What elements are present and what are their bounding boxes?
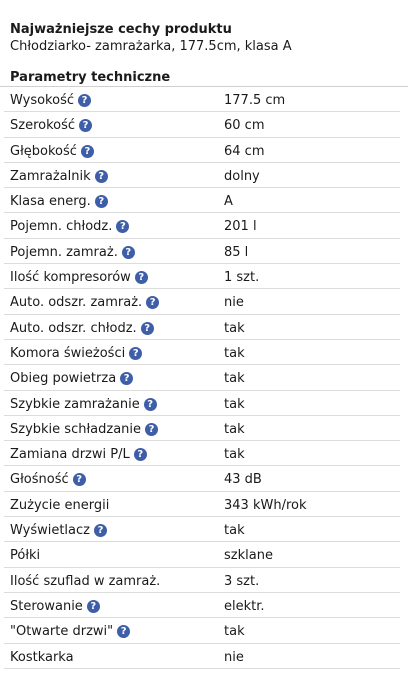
spec-value: 85 l — [224, 244, 249, 260]
spec-label-text: Klasa energ. — [10, 194, 91, 210]
spec-label-text: "Otwarte drzwi" — [10, 624, 114, 640]
spec-label — [10, 650, 74, 666]
spec-label — [10, 624, 130, 640]
spec-label-text: Pojemn. zamraż. — [10, 244, 118, 260]
spec-label — [10, 321, 154, 337]
spec-label-text: Wysokość — [10, 93, 74, 108]
spec-label — [10, 219, 129, 235]
help-icon[interactable]: ? — [134, 448, 147, 461]
spec-value: dolny — [224, 168, 260, 184]
spec-label-text: Szybkie zamrażanie — [10, 396, 140, 412]
spec-label — [10, 472, 86, 488]
spec-row — [4, 441, 400, 466]
help-icon[interactable]: ? — [94, 524, 107, 537]
help-icon[interactable]: ? — [146, 296, 159, 309]
spec-row — [4, 416, 400, 441]
spec-value: tak — [224, 421, 245, 437]
spec-row — [4, 618, 400, 643]
spec-value: tak — [224, 624, 245, 640]
spec-row — [4, 644, 400, 669]
spec-label-text: Sterowanie — [10, 598, 83, 614]
spec-label — [10, 194, 108, 210]
spec-label — [10, 422, 158, 438]
spec-row — [4, 163, 400, 188]
spec-label-text: Szerokość — [10, 118, 76, 134]
spec-value: 3 szt. — [224, 573, 260, 589]
spec-value: tak — [224, 523, 245, 539]
spec-row — [4, 340, 400, 365]
spec-label — [10, 397, 157, 413]
spec-row — [4, 188, 400, 213]
spec-value: tak — [224, 320, 245, 336]
technical-parameters-title: Parametry techniczne — [10, 70, 171, 85]
spec-value: tak — [224, 396, 245, 412]
spec-value: 60 cm — [224, 118, 265, 134]
spec-row — [4, 593, 400, 618]
spec-row — [4, 239, 400, 264]
help-icon[interactable]: ? — [73, 473, 86, 486]
help-icon[interactable]: ? — [144, 398, 157, 411]
spec-label-text: Szybkie schładzanie — [10, 421, 142, 437]
spec-row — [4, 289, 400, 314]
help-icon[interactable]: ? — [95, 170, 108, 183]
spec-value: nie — [224, 295, 244, 311]
technical-parameters-table — [0, 87, 408, 669]
spec-label-text: Kostkarka — [10, 649, 74, 665]
key-features-title: Najważniejsze cechy produktu — [10, 22, 232, 37]
spec-label-text: Ilość kompresorów — [10, 270, 131, 286]
spec-value: szklane — [224, 548, 273, 564]
spec-row — [4, 213, 400, 238]
spec-value: 201 l — [224, 219, 257, 235]
spec-row — [4, 492, 400, 517]
spec-row — [4, 112, 400, 137]
help-icon[interactable]: ? — [116, 220, 129, 233]
spec-value: 64 cm — [224, 143, 265, 159]
key-features-section — [10, 22, 400, 56]
key-features-summary: Chłodziarko- zamrażarka, 177.5cm, klasa A — [10, 39, 292, 54]
spec-value: 43 dB — [224, 472, 262, 488]
spec-label-text: Zamiana drzwi P/L — [10, 447, 130, 463]
help-icon[interactable]: ? — [122, 246, 135, 259]
spec-row — [4, 138, 400, 163]
spec-label — [10, 295, 159, 311]
spec-label — [10, 574, 160, 590]
help-icon[interactable]: ? — [141, 322, 154, 335]
help-icon[interactable]: ? — [81, 145, 94, 158]
spec-row — [4, 542, 400, 567]
spec-label — [10, 93, 91, 109]
spec-label — [10, 599, 100, 615]
spec-label — [10, 245, 135, 261]
spec-row — [4, 87, 400, 112]
spec-value: A — [224, 194, 233, 210]
spec-label-text: Zużycie energii — [10, 497, 110, 513]
help-icon[interactable]: ? — [79, 119, 92, 132]
help-icon[interactable]: ? — [129, 347, 142, 360]
spec-label-text: Zamrażalnik — [10, 168, 91, 184]
spec-label-text: Pojemn. chłodz. — [10, 219, 113, 235]
spec-label — [10, 523, 107, 539]
spec-row — [4, 568, 400, 593]
spec-label — [10, 346, 142, 362]
spec-label-text: Auto. odszr. chłodz. — [10, 320, 137, 336]
spec-row — [4, 365, 400, 390]
spec-label — [10, 270, 148, 286]
spec-label — [10, 144, 94, 160]
spec-label-text: Głębokość — [10, 143, 77, 159]
spec-label — [10, 548, 40, 564]
spec-row — [4, 391, 400, 416]
help-icon[interactable]: ? — [135, 271, 148, 284]
spec-row — [4, 517, 400, 542]
spec-value: 343 kWh/rok — [224, 497, 307, 513]
spec-label-text: Głośność — [10, 472, 69, 488]
spec-row — [4, 264, 400, 289]
spec-label — [10, 371, 133, 387]
help-icon[interactable]: ? — [95, 195, 108, 208]
spec-label-text: Półki — [10, 548, 41, 564]
help-icon[interactable]: ? — [87, 600, 100, 613]
spec-value: tak — [224, 345, 245, 361]
spec-value: tak — [224, 371, 245, 387]
spec-value: elektr. — [224, 598, 265, 614]
help-icon[interactable]: ? — [78, 94, 91, 107]
help-icon[interactable]: ? — [117, 625, 130, 638]
spec-label-text: Wyświetlacz — [10, 523, 90, 539]
spec-label-text: Komora świeżości — [10, 345, 126, 361]
spec-value: tak — [224, 447, 245, 463]
help-icon[interactable]: ? — [145, 423, 158, 436]
spec-value: 177.5 cm — [224, 93, 286, 108]
spec-label-text: Obieg powietrza — [10, 371, 117, 387]
spec-label — [10, 498, 109, 514]
spec-row — [4, 466, 400, 491]
spec-label-text: Auto. odszr. zamraż. — [10, 295, 143, 311]
spec-label — [10, 118, 92, 134]
help-icon[interactable]: ? — [120, 372, 133, 385]
spec-value: nie — [224, 649, 244, 665]
spec-label — [10, 447, 147, 463]
spec-row — [4, 315, 400, 340]
spec-label-text: Ilość szuflad w zamraż. — [10, 573, 161, 589]
spec-value: 1 szt. — [224, 270, 260, 286]
spec-label — [10, 169, 108, 185]
